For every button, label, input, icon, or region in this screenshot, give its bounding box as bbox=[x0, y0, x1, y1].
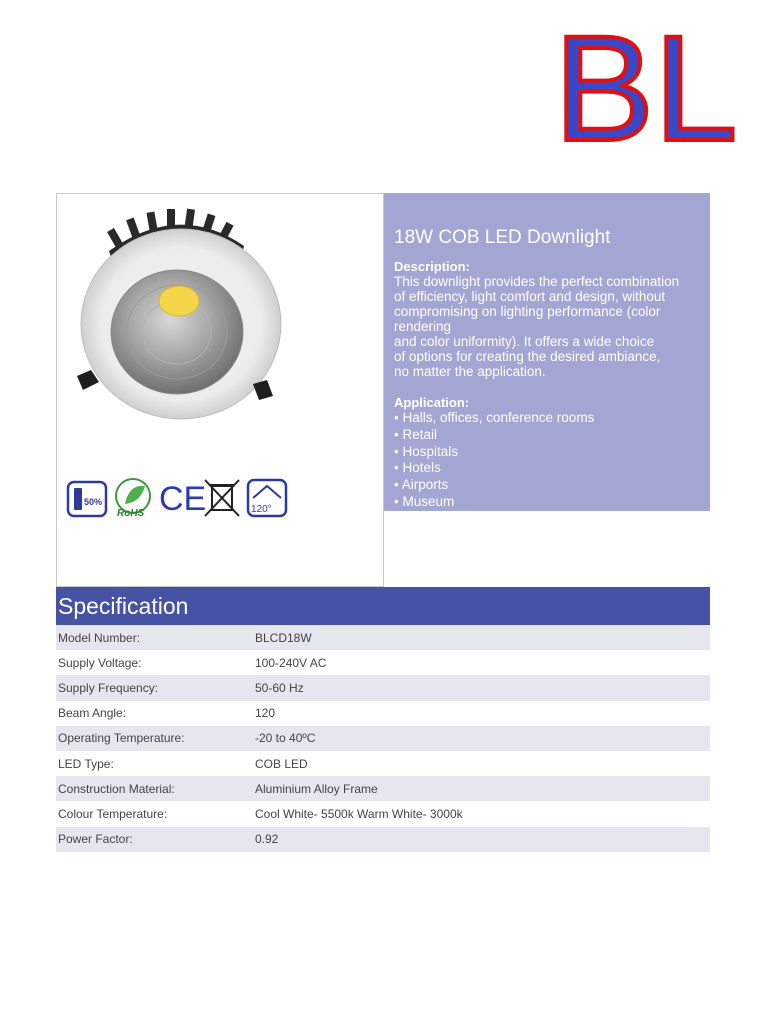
spec-value: Aluminium Alloy Frame bbox=[255, 781, 378, 796]
spec-value: 0.92 bbox=[255, 832, 279, 847]
energy-saving-icon bbox=[65, 476, 109, 520]
application-item: • Retail bbox=[394, 426, 437, 442]
spec-label: LED Type: bbox=[58, 756, 114, 771]
application-heading: Application: bbox=[394, 395, 470, 410]
application-item: • Hospitals bbox=[394, 443, 458, 459]
product-image-panel bbox=[56, 193, 384, 587]
description-line: of efficiency, light comfort and design, without bbox=[394, 289, 666, 304]
svg-text:50%: 50% bbox=[84, 497, 103, 507]
spec-label: Power Factor: bbox=[58, 832, 133, 847]
spec-label: Operating Temperature: bbox=[58, 731, 185, 746]
downlight-product-image bbox=[69, 206, 309, 446]
application-item: • Hotels bbox=[394, 460, 441, 476]
spec-label: Beam Angle: bbox=[58, 706, 127, 721]
weee-bin-icon bbox=[201, 476, 243, 520]
specification-table bbox=[56, 625, 710, 852]
logo-text: BL bbox=[554, 4, 738, 172]
rohs-icon bbox=[111, 476, 155, 520]
svg-text:120°: 120° bbox=[251, 504, 272, 515]
spec-value: 100-240V AC bbox=[255, 655, 327, 670]
svg-text:CE: CE bbox=[159, 480, 207, 518]
description-text bbox=[394, 274, 700, 379]
brand-logo bbox=[552, 4, 738, 172]
spec-label: Construction Material: bbox=[58, 781, 175, 796]
description-line: rendering bbox=[394, 319, 452, 334]
application-item: • Museum bbox=[394, 493, 455, 509]
beam-angle-120-icon bbox=[245, 476, 289, 520]
spec-row-operating-temperature bbox=[56, 726, 710, 751]
application-list bbox=[394, 410, 700, 511]
spec-label: Supply Frequency: bbox=[58, 680, 159, 695]
spec-value: BLCD18W bbox=[255, 630, 312, 645]
spec-row-supply-frequency bbox=[56, 675, 710, 700]
spec-value: COB LED bbox=[255, 756, 308, 771]
application-item: • Airports bbox=[394, 477, 449, 493]
spec-row-led-type bbox=[56, 751, 710, 776]
spec-value: Cool White- 5500k Warm White- 3000k bbox=[255, 806, 463, 821]
description-line: compromising on lighting performance (color bbox=[394, 304, 661, 319]
svg-text:RoHS: RoHS bbox=[117, 508, 145, 519]
spec-row-beam-angle bbox=[56, 701, 710, 726]
spec-label: Model Number: bbox=[58, 630, 141, 645]
spec-label: Colour Temperature: bbox=[58, 806, 168, 821]
specification-title: Specification bbox=[58, 593, 189, 619]
spec-row-model-number bbox=[56, 625, 710, 650]
description-line: and color uniformity). It offers a wide choice bbox=[394, 334, 655, 349]
spec-value: -20 to 40ºC bbox=[255, 731, 316, 746]
description-line: no matter the application. bbox=[394, 364, 546, 379]
spec-row-supply-voltage bbox=[56, 650, 710, 675]
spec-label: Supply Voltage: bbox=[58, 655, 142, 670]
ce-mark-icon bbox=[157, 476, 207, 520]
spec-row-colour-temperature bbox=[56, 801, 710, 826]
product-title: 18W COB LED Downlight bbox=[394, 227, 611, 248]
description-heading: Description: bbox=[394, 259, 470, 274]
product-info-panel bbox=[384, 193, 710, 511]
spec-row-power-factor bbox=[56, 827, 710, 852]
application-item: • Halls, offices, conference rooms bbox=[394, 410, 595, 425]
description-line: of options for creating the desired ambiance, bbox=[394, 349, 661, 364]
description-line: This downlight provides the perfect combination bbox=[394, 274, 680, 289]
spec-value: 120 bbox=[255, 706, 276, 721]
specification-header bbox=[56, 587, 710, 625]
spec-row-construction-material bbox=[56, 776, 710, 801]
spec-value: 50-60 Hz bbox=[255, 680, 304, 695]
